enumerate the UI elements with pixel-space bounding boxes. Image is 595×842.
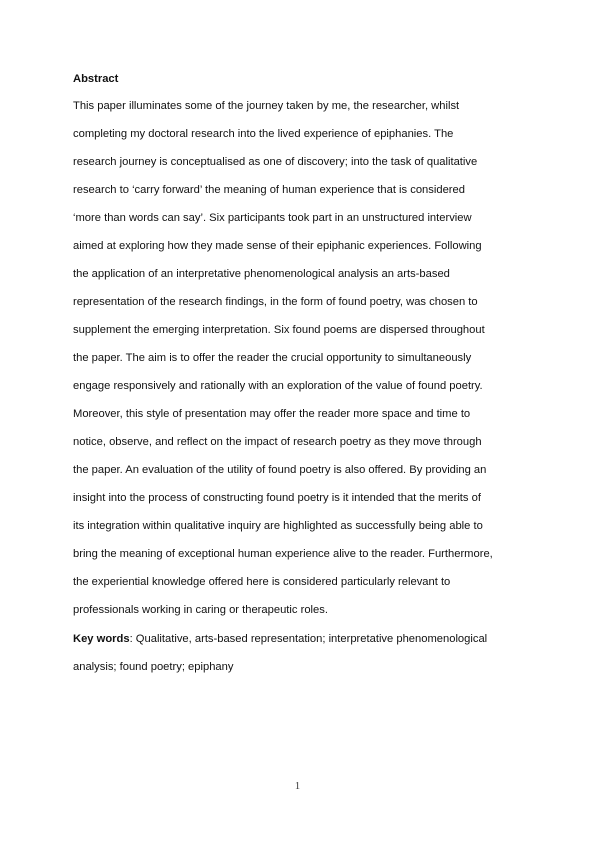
abstract-line: professionals working in caring or therapeutic roles. — [73, 604, 328, 616]
abstract-line: supplement the emerging interpretation. Six found poems are dispersed throughout — [73, 324, 485, 336]
abstract-line: completing my doctoral research into the lived experience of epiphanies. The — [73, 128, 454, 140]
abstract-line: the paper. An evaluation of the utility of found poetry is also offered. By providing an — [73, 464, 487, 476]
abstract-line: the experiential knowledge offered here is considered particularly relevant to — [73, 576, 451, 588]
abstract-line: engage responsively and rationally with an exploration of the value of found poetry. — [73, 380, 483, 392]
keywords-line-2: analysis; found poetry; epiphany — [73, 661, 234, 673]
abstract-heading: Abstract — [73, 73, 119, 85]
abstract-line: Moreover, this style of presentation may offer the reader more space and time to — [73, 408, 471, 420]
abstract-line: research to ‘carry forward’ the meaning of human experience that is considered — [73, 184, 465, 196]
page-number: 1 — [294, 781, 301, 792]
abstract-line: aimed at exploring how they made sense of their epiphanic experiences. Following — [73, 240, 482, 252]
abstract-line: insight into the process of constructing found poetry is it intended that the merits of — [73, 492, 481, 504]
abstract-line: the application of an interpretative phenomenological analysis an arts-based — [73, 268, 450, 280]
keywords-label: Key words — [73, 633, 130, 645]
abstract-line: representation of the research findings, in the form of found poetry, was chosen to — [73, 296, 478, 308]
keywords-line — [73, 631, 487, 647]
abstract-line: its integration within qualitative inquiry are highlighted as successfully being able to — [73, 520, 483, 532]
abstract-line: ‘more than words can say’. Six participants took part in an unstructured interview — [73, 212, 472, 224]
abstract-line: bring the meaning of exceptional human experience alive to the reader. Furthermore, — [73, 548, 493, 560]
abstract-line: research journey is conceptualised as one of discovery; into the task of qualitative — [73, 156, 478, 168]
abstract-line: notice, observe, and reflect on the impact of research poetry as they move through — [73, 436, 482, 448]
abstract-line: the paper. The aim is to offer the reader the crucial opportunity to simultaneously — [73, 352, 472, 364]
abstract-line: This paper illuminates some of the journey taken by me, the researcher, whilst — [73, 100, 460, 112]
keywords-text: : Qualitative, arts-based representation; interpretative phenomenological — [129, 633, 488, 645]
